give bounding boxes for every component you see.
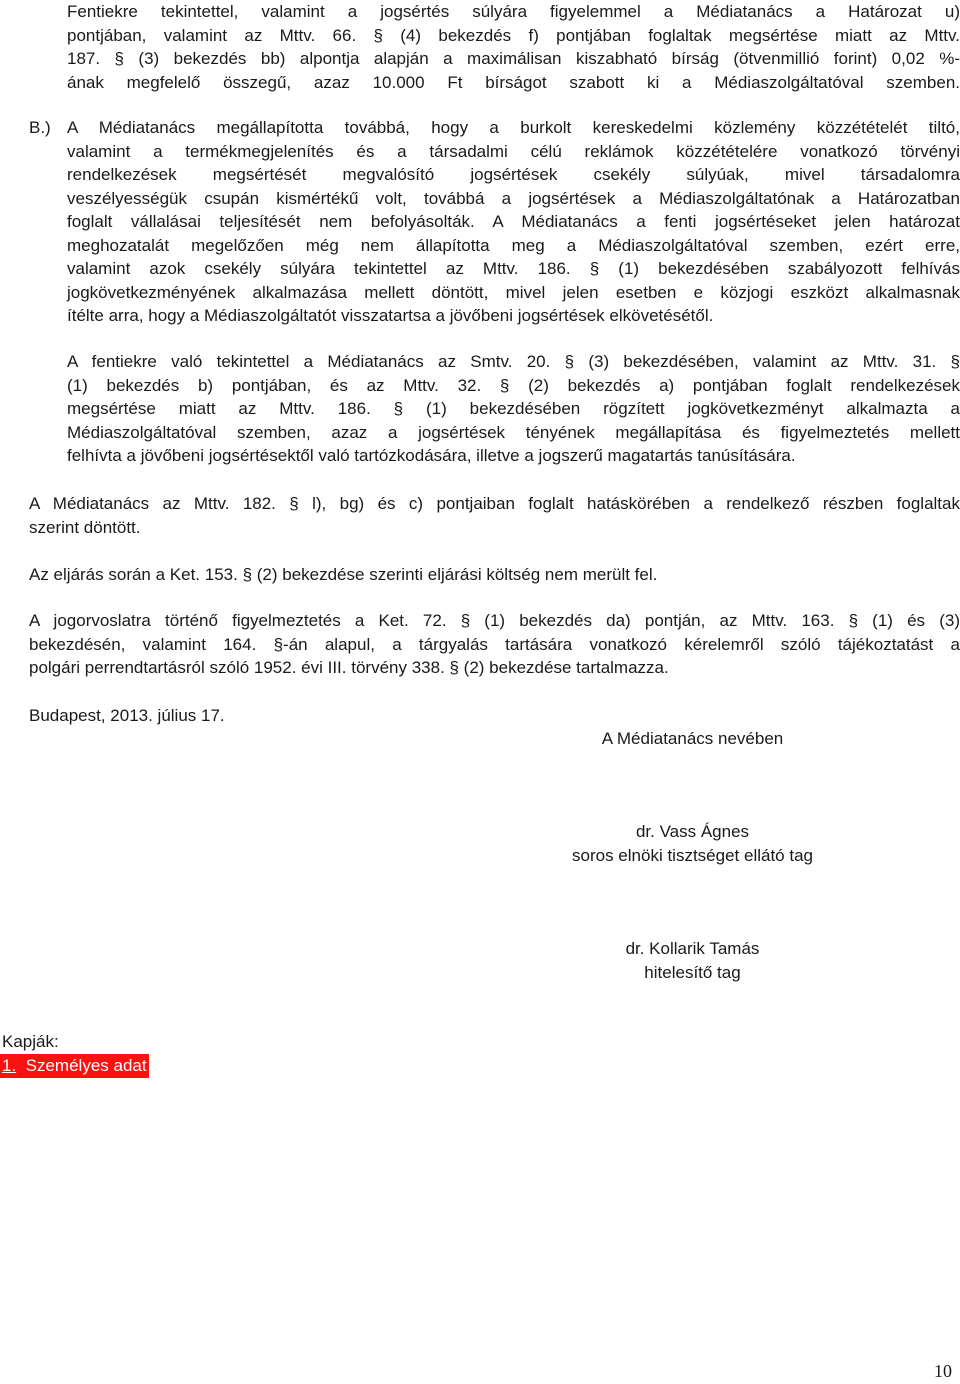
recipient-item-redacted [0,1054,149,1078]
signatory-block [560,937,825,984]
page-number: 10 [934,1361,952,1381]
signatory-name: dr. Vass Ágnes [635,822,750,841]
on-behalf-line: A Médiatanács nevében [601,729,784,748]
place-date: Budapest, 2013. július 17. [29,706,225,725]
recipient-item-number: 1. [2,1056,17,1075]
text-line: felhívta a jövőbeni jogsértésektől való tartózkodására, illetve a jogszerű magatartás tanúsítására. [67,446,796,465]
text-line: Médiaszolgáltatóval szemben, azaz a jogsértések tényének megállapítása és figyelmeztetés mellett [67,422,960,442]
signatory-title: soros elnöki tisztséget ellátó tag [572,845,813,865]
text-line: (1) bekezdés b) pontjában, és az Mttv. 32. § (2) bekezdés a) pontjában foglalt rendelkezések [67,375,960,395]
text-line: meghozatalát megelőzően még nem állapította meg a Médiaszolgáltatóval szemben, ezért erre, [67,235,960,255]
text-line: veszélyességük csupán kismértékű volt, továbbá a jogsértések a Médiaszolgáltatónak a Határozatban [67,188,960,208]
competence-paragraph [29,492,960,539]
text-line: Az eljárás során a Ket. 153. § (2) bekezdése szerinti eljárási költség nem merült fel. [29,565,658,584]
text-line: A Médiatanács megállapította továbbá, hogy a burkolt kereskedelmi közlemény közzétételét tiltó, [67,118,960,137]
remedy-paragraph [29,609,960,680]
text-line: pontjában, valamint az Mttv. 66. § (4) bekezdés f) pontjában foglaltak megsértése miatt az Mttv. [67,25,960,45]
text-line: polgári perrendtartásról szóló 1952. évi III. törvény 338. § (2) bekezdése tartalmazza. [29,658,669,677]
text-line: ának megfelelő összegű, azaz 10.000 Ft bírságot szabott ki a Médiaszolgáltatóval szemben. [67,72,960,92]
text-line: Fentiekre tekintettel, valamint a jogsértés súlyára figyelemmel a Médiatanács a Határozat u) [67,2,960,21]
text-line: 187. § (3) bekezdés bb) alpontja alapján a maximálisan kiszabható bírság (ötvenmillió forint) 0,02 %- [67,49,960,68]
costs-paragraph [29,563,960,587]
signatory-title: hitelesítő tag [644,962,741,982]
recipient-item-text: Személyes adat [25,1056,147,1075]
text-line: bekezdésén, valamint 164. §-án alapul, a tárgyalás tartására vonatkozó kérelemről szóló tájékoztatást a [29,634,960,654]
text-line: szerint döntött. [29,517,141,537]
signatory-name: dr. Kollarik Tamás [625,939,760,958]
section-b-label: B.) [29,118,51,137]
text-line: A fentiekre való tekintettel a Médiatanács az Smtv. 20. § (3) bekezdésében, valamint az Mttv. 31. § [67,352,960,371]
recipients-label: Kapják: [2,1032,59,1051]
signatory-block [530,820,855,867]
text-line: A Médiatanács az Mttv. 182. § l), bg) és c) pontjaiban foglalt hatáskörében a rendelkező részben foglaltak [29,494,960,513]
section-b-paragraph [67,116,960,328]
text-line: valamint azok csekély súlyára tekintettel az Mttv. 186. § (1) bekezdésében szabályozott felhívás [67,259,960,278]
top-paragraph [67,0,960,94]
text-line: megsértése miatt az Mttv. 186. § (1) bekezdésében rögzített jogkövetkezményt alkalmazta a [67,399,960,418]
section-b-conclusion [67,350,960,468]
text-line: ítélte arra, hogy a Médiaszolgáltatót visszatartsa a jövőbeni jogsértések elkövetésétől. [67,306,714,325]
text-line: foglalt vállalásai teljesítését nem befolyásolták. A Médiatanács a fenti jogsértéseket jelen határozat [67,212,960,231]
text-line: rendelkezések megsértését megvalósító jogsértések csekély súlyúak, mivel társadalomra [67,165,960,184]
text-line: valamint a termékmegjelenítés és a társadalmi célú reklámok közzétételére vonatkozó törvényi [67,141,960,161]
text-line: jogkövetkezményének alkalmazása mellett döntött, mivel jelen esetben e közjogi eszközt alkalmasnak [67,282,960,302]
text-line: A jogorvoslatra történő figyelmeztetés a Ket. 72. § (1) bekezdés da) pontján, az Mttv. 163. § (1) és (3) [29,611,960,630]
